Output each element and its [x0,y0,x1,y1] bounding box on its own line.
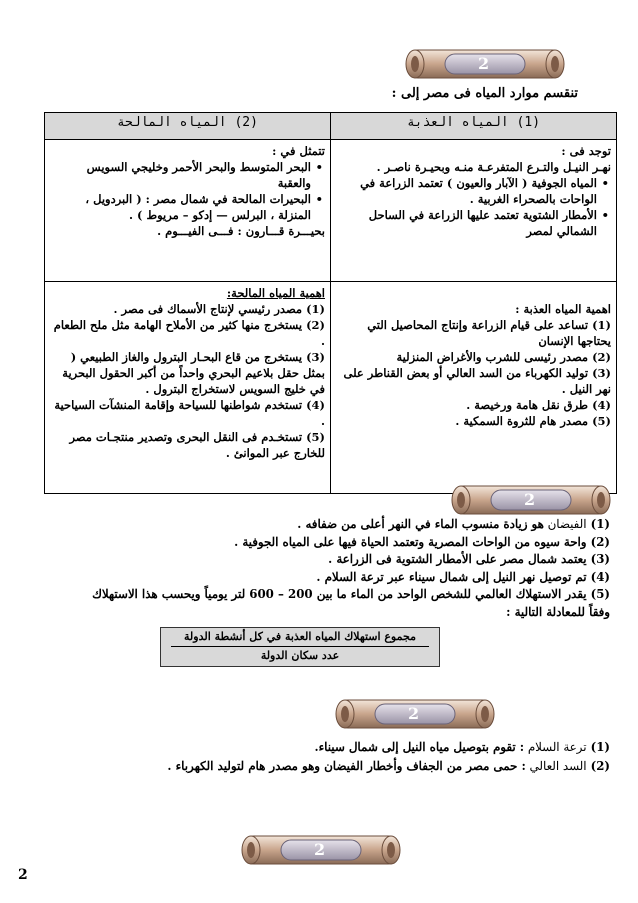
fresh-imp-title: اهمية المياه العذبة : [515,302,611,316]
badge-number: 2 [314,840,326,859]
fresh-lead: توجد فى : [561,144,611,158]
salt-imp-4: (4) تستخدم شواطنها للسياحة وإقامة المنشآت السياحية . [54,398,325,428]
facts-list [20,516,610,621]
def-2-num: (2) [586,759,610,773]
fact-1-term: الفيضان [543,517,587,531]
consumption-formula [160,627,440,667]
water-resources-table [44,112,617,494]
def-1-num: (1) [586,740,610,754]
def-1-text: : تقوم بتوصيل مياه النيل إلى شمال سيناء. [314,740,525,754]
def-1-term: ترعة السلام [524,740,587,754]
fact-1 [20,516,610,534]
salt-imp-1: (1) مصدر رئيسي لإنتاج الأسماك فى مصر . [113,302,325,316]
fact-2: (2) واحة سيوه من الواحات المصرية وتعتمد الحياة فيها على المياه الجوفية . [234,534,610,549]
fact-5: (5) يقدر الاستهلاك العالمي للشخص الواحد من الماء ما بين 200 – 600 لتر يومياً ويحسب هذا الاستهلاك [92,587,610,601]
section-badge-3 [330,694,500,734]
fresh-imp-4: (4) طرق نقل هامة ورخيصة . [466,398,611,412]
formula-numerator: مجموع استهلاك المياه العذبة في كل أنشطة الدولة [171,628,429,647]
definitions-list [20,738,610,776]
section-badge-1 [400,44,570,84]
intro-text: تنقسم موارد المياه فى مصر إلى : [391,86,578,101]
fresh-imp-2: (2) مصدر رئيسى للشرب والأغراض المنزلية [396,350,611,364]
salt-imp-3: (3) يستخرج من قاع البحـار البترول والغاز الطبيعي ( بمثل حقل بلاعيم البحري واحداً من أكبر الحقول البحرية في خليج السويس لاستخراج البترول . [62,350,325,396]
salt-imp-5: (5) تستخـدم فى النقل البحرى وتصدير منتجـات مصر للخارج عبر الموانئ . [69,430,325,460]
salt-imp-title: اهمية المياه المالحة: [226,286,325,300]
fresh-imp-5: (5) مصدر هام للثروة السمكية . [455,414,611,428]
salt-lead: تتمثل في : [272,144,325,158]
def-2-text: : حمى مصر من الجفاف وأخطار الفيضان وهو مصدر هام لتوليد الكهرباء . [167,759,526,773]
salt-water-importance [45,282,331,494]
def-2-term: السد العالي [525,759,587,773]
fact-5-cont: وفقاً للمعادلة التالية : [506,604,610,619]
fresh-water-importance [331,282,617,494]
definition-2 [20,757,610,776]
salt-bullet-2: • البحيرات المالحة في شمال مصر : ( البردويل ، المنزلة ، البرلس — إدكو – مريوط ) . [50,191,311,223]
salt-imp-2: (2) يستخرج منها كثير من الأملاح الهامة مثل ملح الطعام . [53,318,325,348]
fresh-imp-1: (1) تساعد على قيام الزراعة وإنتاج المحاصيل التي يحتاجها الإنسان [367,318,611,348]
fresh-bullet-2: • الأمطار الشتوية تعتمد عليها الزراعة في الساحل الشمالي لمصر [336,207,597,239]
fresh-line1: نهـر النيـل والتـرع المتفرعـة منـه وبحيـرة ناصـر . [376,160,611,174]
header-fresh-water: (1) المياه العذبة [331,113,617,140]
salt-water-locations [45,140,331,282]
section-badge-4 [236,830,406,870]
badge-number: 2 [524,490,536,509]
header-salt-water: (2) المياه المالحة [45,113,331,140]
formula-denominator: عدد سكان الدولة [260,649,340,662]
fresh-bullet-1: • المياه الجوفية ( الآبار والعيون ) تعتمد الزراعة في الواحات بالصحراء الغربية . [336,175,597,207]
fresh-water-locations [331,140,617,282]
badge-number: 2 [408,704,420,723]
fact-4: (4) تم توصيل نهر النيل إلى شمال سيناء عبر ترعة السلام . [316,569,610,584]
page-number: 2 [18,867,28,883]
fact-3: (3) يعتمد شمال مصر على الأمطار الشتوية فى الزراعة . [328,552,610,566]
salt-line3: بحيـــرة قـــارون : فـــى الفيـــوم . [157,224,325,238]
section-badge-2 [446,480,616,520]
fresh-imp-3: (3) توليد الكهرباء من السد العالي أو بعض القناطر على نهر النيل . [343,366,611,396]
definition-1 [20,738,610,757]
fact-1-num: (1) [586,517,610,531]
badge-number: 2 [478,54,490,73]
fact-1-text: هو زيادة منسوب الماء في النهر أعلى من ضفافه . [297,517,544,531]
salt-bullet-1: • البحر المتوسط والبحر الأحمر وخليجي السويس والعقبة [50,159,311,191]
